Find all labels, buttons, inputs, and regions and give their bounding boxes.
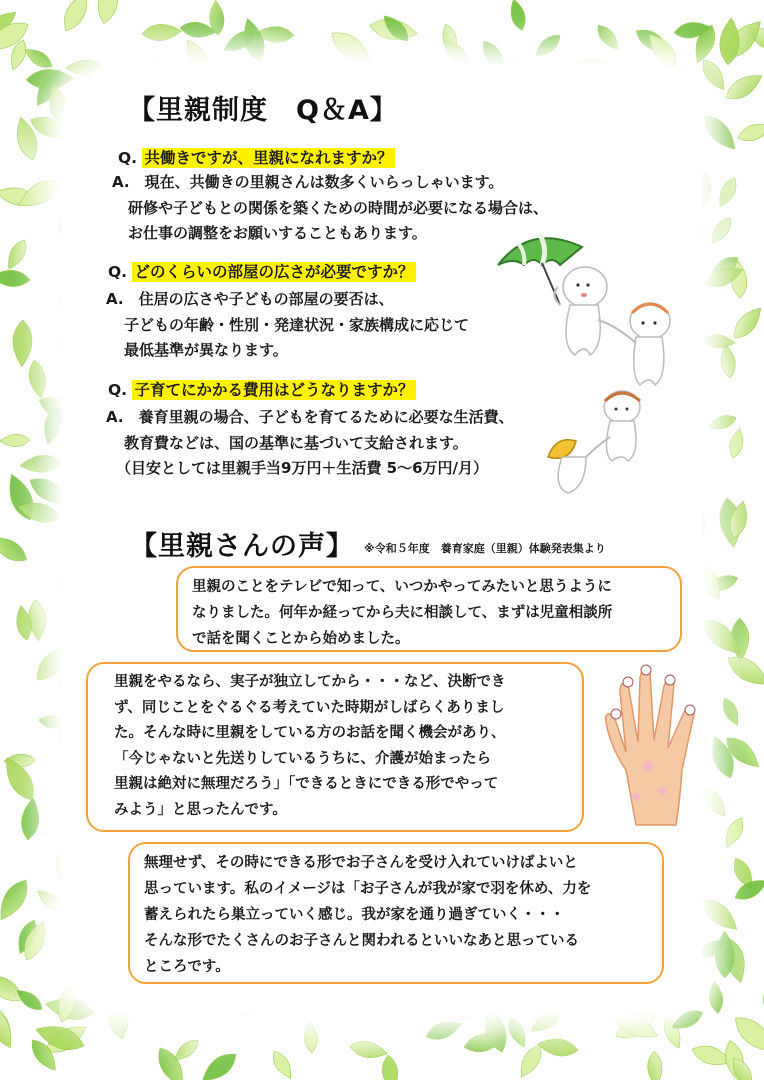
question-text: 共働きですが、里親になれますか？ — [144, 149, 393, 167]
leaf-icon — [22, 44, 56, 72]
leaf-icon — [719, 695, 743, 727]
leaf-icon — [141, 23, 182, 42]
voice-line: 「今じゃないと先送りしているうちに、介護が始まったら — [114, 750, 491, 767]
voice-line: みよう」と思ったんです。 — [114, 801, 287, 818]
leaf-icon — [0, 1004, 18, 1052]
leaf-icon — [708, 981, 725, 1014]
voice-line: ところです。 — [144, 959, 230, 975]
leaf-icon — [0, 530, 31, 567]
leaf-icon — [0, 269, 31, 289]
a-mark: A. — [106, 408, 124, 426]
answer-line: 最低基準が異なります。 — [124, 341, 288, 359]
leaf-icon — [735, 119, 764, 145]
answer-line: 現在、共働きの里親さんは数多くいらっしゃいます。 — [144, 173, 504, 191]
leaf-icon — [0, 434, 30, 447]
leaf-icon — [728, 303, 764, 344]
voice-box-3 — [128, 842, 664, 984]
answer-line: （目安としては里親手当9万円＋生活費 5～6万円/月） — [116, 459, 489, 477]
leaf-icon — [718, 17, 740, 65]
q-mark: Q. — [108, 263, 128, 281]
leaf-icon — [698, 110, 741, 155]
leaf-icon — [593, 21, 623, 53]
voice-line: 無理せず、その時にできる形でお子さんを受け入れていけばよいと — [144, 855, 578, 871]
leaf-icon — [13, 320, 33, 367]
umbrella-children-icon — [490, 225, 690, 495]
voice-line: 里親は絶対に無理だろう」「できるときにできる形でやって — [114, 776, 499, 792]
leaf-icon — [197, 1048, 241, 1080]
leaf-icon — [706, 214, 735, 247]
source-note: ※令和５年度 養育家庭（里親）体験発表集より — [364, 542, 606, 555]
leaf-icon — [714, 175, 740, 210]
leaf-icon — [58, 0, 94, 35]
answer-3 — [106, 405, 514, 482]
a-mark: A. — [112, 173, 130, 191]
answer-2 — [106, 287, 469, 364]
leaf-icon — [727, 427, 746, 459]
leaf-icon — [706, 412, 738, 433]
question-1 — [118, 146, 395, 168]
leaf-icon — [380, 1054, 400, 1080]
leaf-icon — [531, 30, 564, 61]
leaf-icon — [647, 1051, 663, 1080]
voice-line: 思っています。私のイメージは「お子さんが我が家で羽を休め、力を — [144, 881, 592, 897]
leaf-icon — [722, 68, 764, 105]
leaf-icon — [507, 0, 528, 32]
answer-line: 教育費などは、国の基準に基づいて支給されます。 — [124, 433, 468, 452]
leaf-icon — [698, 56, 730, 94]
leaf-icon — [269, 1048, 297, 1080]
leaf-icon — [34, 886, 65, 915]
leaf-icon — [719, 343, 737, 379]
qa-title: 【里親制度 Q＆A】 — [128, 95, 398, 126]
leaf-icon — [702, 333, 735, 349]
answer-line: 養育里親の場合、子どもを育てるために必要な生活費、 — [138, 408, 514, 426]
voices-title: 【里親さんの声】 — [130, 531, 354, 562]
voice-line: 里親のことをテレビで知って、いつかやってみたいと思うように — [192, 579, 612, 595]
leaf-icon — [536, 1036, 579, 1059]
leaf-icon — [504, 1015, 530, 1050]
voice-box-1 — [176, 566, 682, 652]
voice-line: なりました。何年か経ってから夫に相談して、まずは児童相談所 — [192, 605, 613, 621]
answer-line: 子どもの年齢・性別・発達状況・家族構成に応じて — [124, 315, 470, 334]
leaf-icon — [20, 454, 63, 474]
answer-line: 研修や子どもとの関係を築くための時間が必要になる場合は、 — [128, 198, 549, 217]
voice-line: 里親をやるなら、実子が独立してから・・・など、決断でき — [114, 674, 506, 690]
leaf-icon — [697, 893, 743, 936]
a-mark: A. — [106, 290, 124, 308]
voice-line: 蓄えられたら巣立っていく感じ。我が家を通り過ぎていく・・・ — [144, 907, 565, 923]
leaf-icon — [0, 56, 1, 74]
voice-line: で話を聞くことから始めました。 — [192, 631, 410, 647]
voice-line: そんな形でたくさんのお子さんと関われるといいなあと思っている — [144, 933, 579, 949]
leaf-icon — [19, 797, 41, 841]
answer-1 — [112, 170, 548, 247]
answer-line: 住居の広さや子どもの部屋の要否は、 — [138, 290, 394, 308]
question-text: どのくらいの部屋の広さが必要ですか？ — [134, 263, 414, 281]
voice-line: ず、同じことをぐるぐる考えていた時期がしばらくありまし — [114, 699, 505, 716]
voice-line: た。そんな時に里親をしている方のお話を聞く機会があり、 — [114, 725, 506, 741]
leaf-icon — [95, 0, 122, 25]
q-mark: Q. — [108, 381, 128, 399]
leaf-icon — [3, 237, 30, 272]
leaf-icon — [349, 1039, 389, 1062]
leaf-icon — [721, 815, 748, 850]
hand-puppet-icon — [596, 660, 714, 830]
leaf-icon — [304, 1021, 319, 1053]
q-mark: Q. — [118, 149, 138, 167]
question-2 — [108, 260, 416, 282]
leaf-icon — [423, 1016, 464, 1044]
question-3 — [108, 378, 416, 400]
answer-line: お仕事の調整をお願いすることもあります。 — [128, 224, 427, 242]
leaf-icon — [0, 875, 34, 925]
question-text: 子育てにかかる費用はどうなりますか？ — [134, 381, 414, 399]
voice-box-2 — [86, 662, 584, 832]
leaf-icon — [26, 359, 48, 400]
